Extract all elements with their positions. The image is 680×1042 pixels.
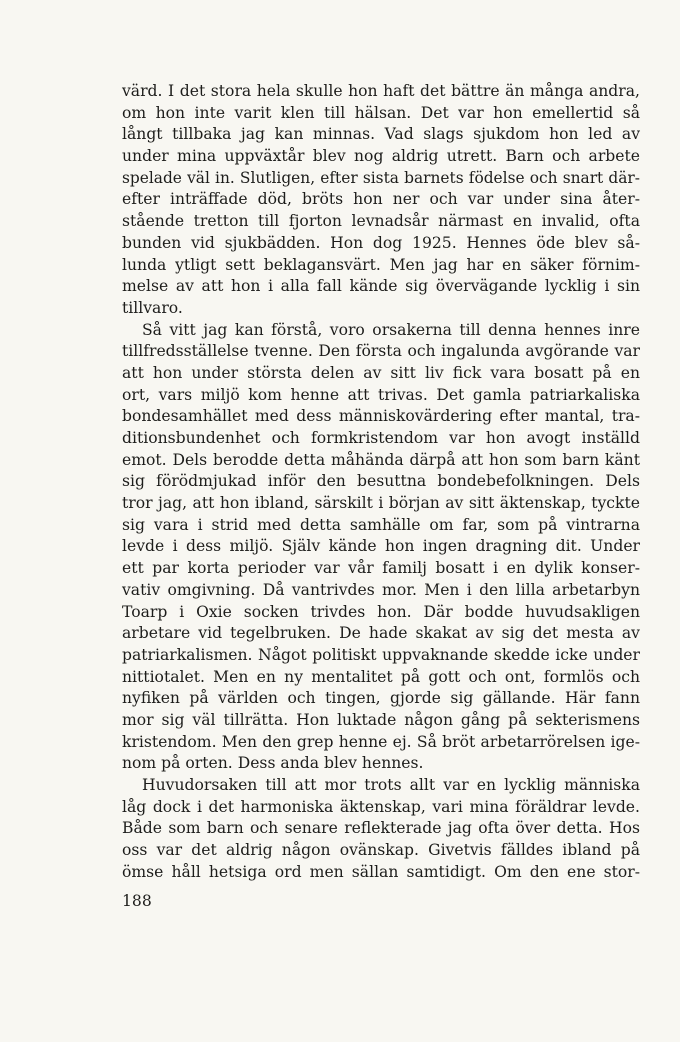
text-line: långt tillbaka jag kan minnas. Vad slags sjukdom hon led av	[122, 125, 640, 144]
text-line: Huvudorsaken till att mor trots allt var en lycklig människa	[142, 776, 640, 794]
text-line: Både som barn och senare reflekterade jag ofta över detta. Hos	[122, 819, 640, 838]
text-line: tillvaro.	[122, 298, 183, 317]
text-line: ett par korta perioder var vår familj bosatt i en dylik konser-	[122, 559, 640, 578]
text-line: ömse håll hetsiga ord men sällan samtidigt. Om den ene stor-	[122, 862, 640, 881]
text-line: bondesamhället med dess människovärdering efter mantal, tra-	[122, 407, 640, 426]
text-line: vativ omgivning. Då vantrivdes mor. Men i den lilla arbetarbyn	[122, 580, 640, 599]
text-line: melse av att hon i alla fall kände sig övervägande lycklig i sin	[122, 277, 640, 296]
text-line: efter inträffade död, bröts hon ner och var under sina åter-	[122, 190, 640, 209]
text-line: stående tretton till fjorton levnadsår närmast en invalid, ofta	[122, 212, 640, 231]
text-line: oss var det aldrig någon ovänskap. Givetvis fälldes ibland på	[122, 841, 640, 860]
text-line: Så vitt jag kan förstå, voro orsakerna till denna hennes inre	[142, 320, 640, 339]
text-line: bunden vid sjukbädden. Hon dog 1925. Hennes öde blev så-	[122, 233, 640, 252]
text-line: under mina uppväxtår blev nog aldrig utrett. Barn och arbete	[122, 147, 640, 166]
text-line: tillfredsställelse tvenne. Den första och ingalunda avgörande var	[122, 342, 640, 361]
text-line: nittiotalet. Men en ny mentalitet på gott och ont, formlös och	[122, 667, 640, 686]
text-line: levde i dess miljö. Själv kände hon ingen dragning dit. Under	[122, 537, 640, 556]
text-line: sig vara i strid med detta samhälle om far, som på vintrarna	[122, 515, 640, 534]
text-line: arbetare vid tegelbruken. De hade skakat av sig det mesta av	[122, 624, 640, 643]
text-line: nom på orten. Dess anda blev hennes.	[122, 754, 424, 773]
text-line: kristendom. Men den grep henne ej. Så bröt arbetarrörelsen ige-	[122, 732, 640, 751]
text-line: emot. Dels berodde detta måhända därpå att hon som barn känt	[122, 450, 640, 469]
body-text	[122, 81, 640, 883]
text-line: mor sig väl tillrätta. Hon luktade någon gång på sekterismens	[122, 710, 640, 729]
text-line: tror jag, att hon ibland, särskilt i början av sitt äktenskap, tyckte	[122, 494, 640, 513]
text-line: lunda ytligt sett beklagansvärt. Men jag har en säker förnim-	[122, 255, 640, 274]
text-line: ort, vars miljö kom henne att trivas. Det gamla patriarkaliska	[122, 385, 640, 404]
text-line: Toarp i Oxie socken trivdes hon. Där bodde huvudsakligen	[122, 602, 640, 621]
text-line: värd. I det stora hela skulle hon haft det bättre än många andra,	[122, 82, 640, 100]
text-line: nyfiken på världen och tingen, gjorde sig gällande. Här fann	[122, 689, 640, 708]
text-line: att hon under största delen av sitt liv fick vara bosatt på en	[122, 363, 640, 382]
text-line: om hon inte varit klen till hälsan. Det var hon emellertid så	[122, 103, 640, 122]
text-line: ditionsbundenhet och formkristendom var hon avogt inställd	[122, 429, 640, 447]
text-line: låg dock i det harmoniska äktenskap, vari mina föräldrar levde.	[122, 797, 640, 816]
page-number: 188	[122, 892, 152, 910]
text-line: sig förödmjukad inför den besuttna bondebefolkningen. Dels	[122, 472, 640, 491]
text-line: spelade väl in. Slutligen, efter sista barnets födelse och snart där-	[122, 168, 640, 187]
text-line: patriarkalismen. Något politiskt uppvaknande skedde icke under	[122, 645, 640, 664]
